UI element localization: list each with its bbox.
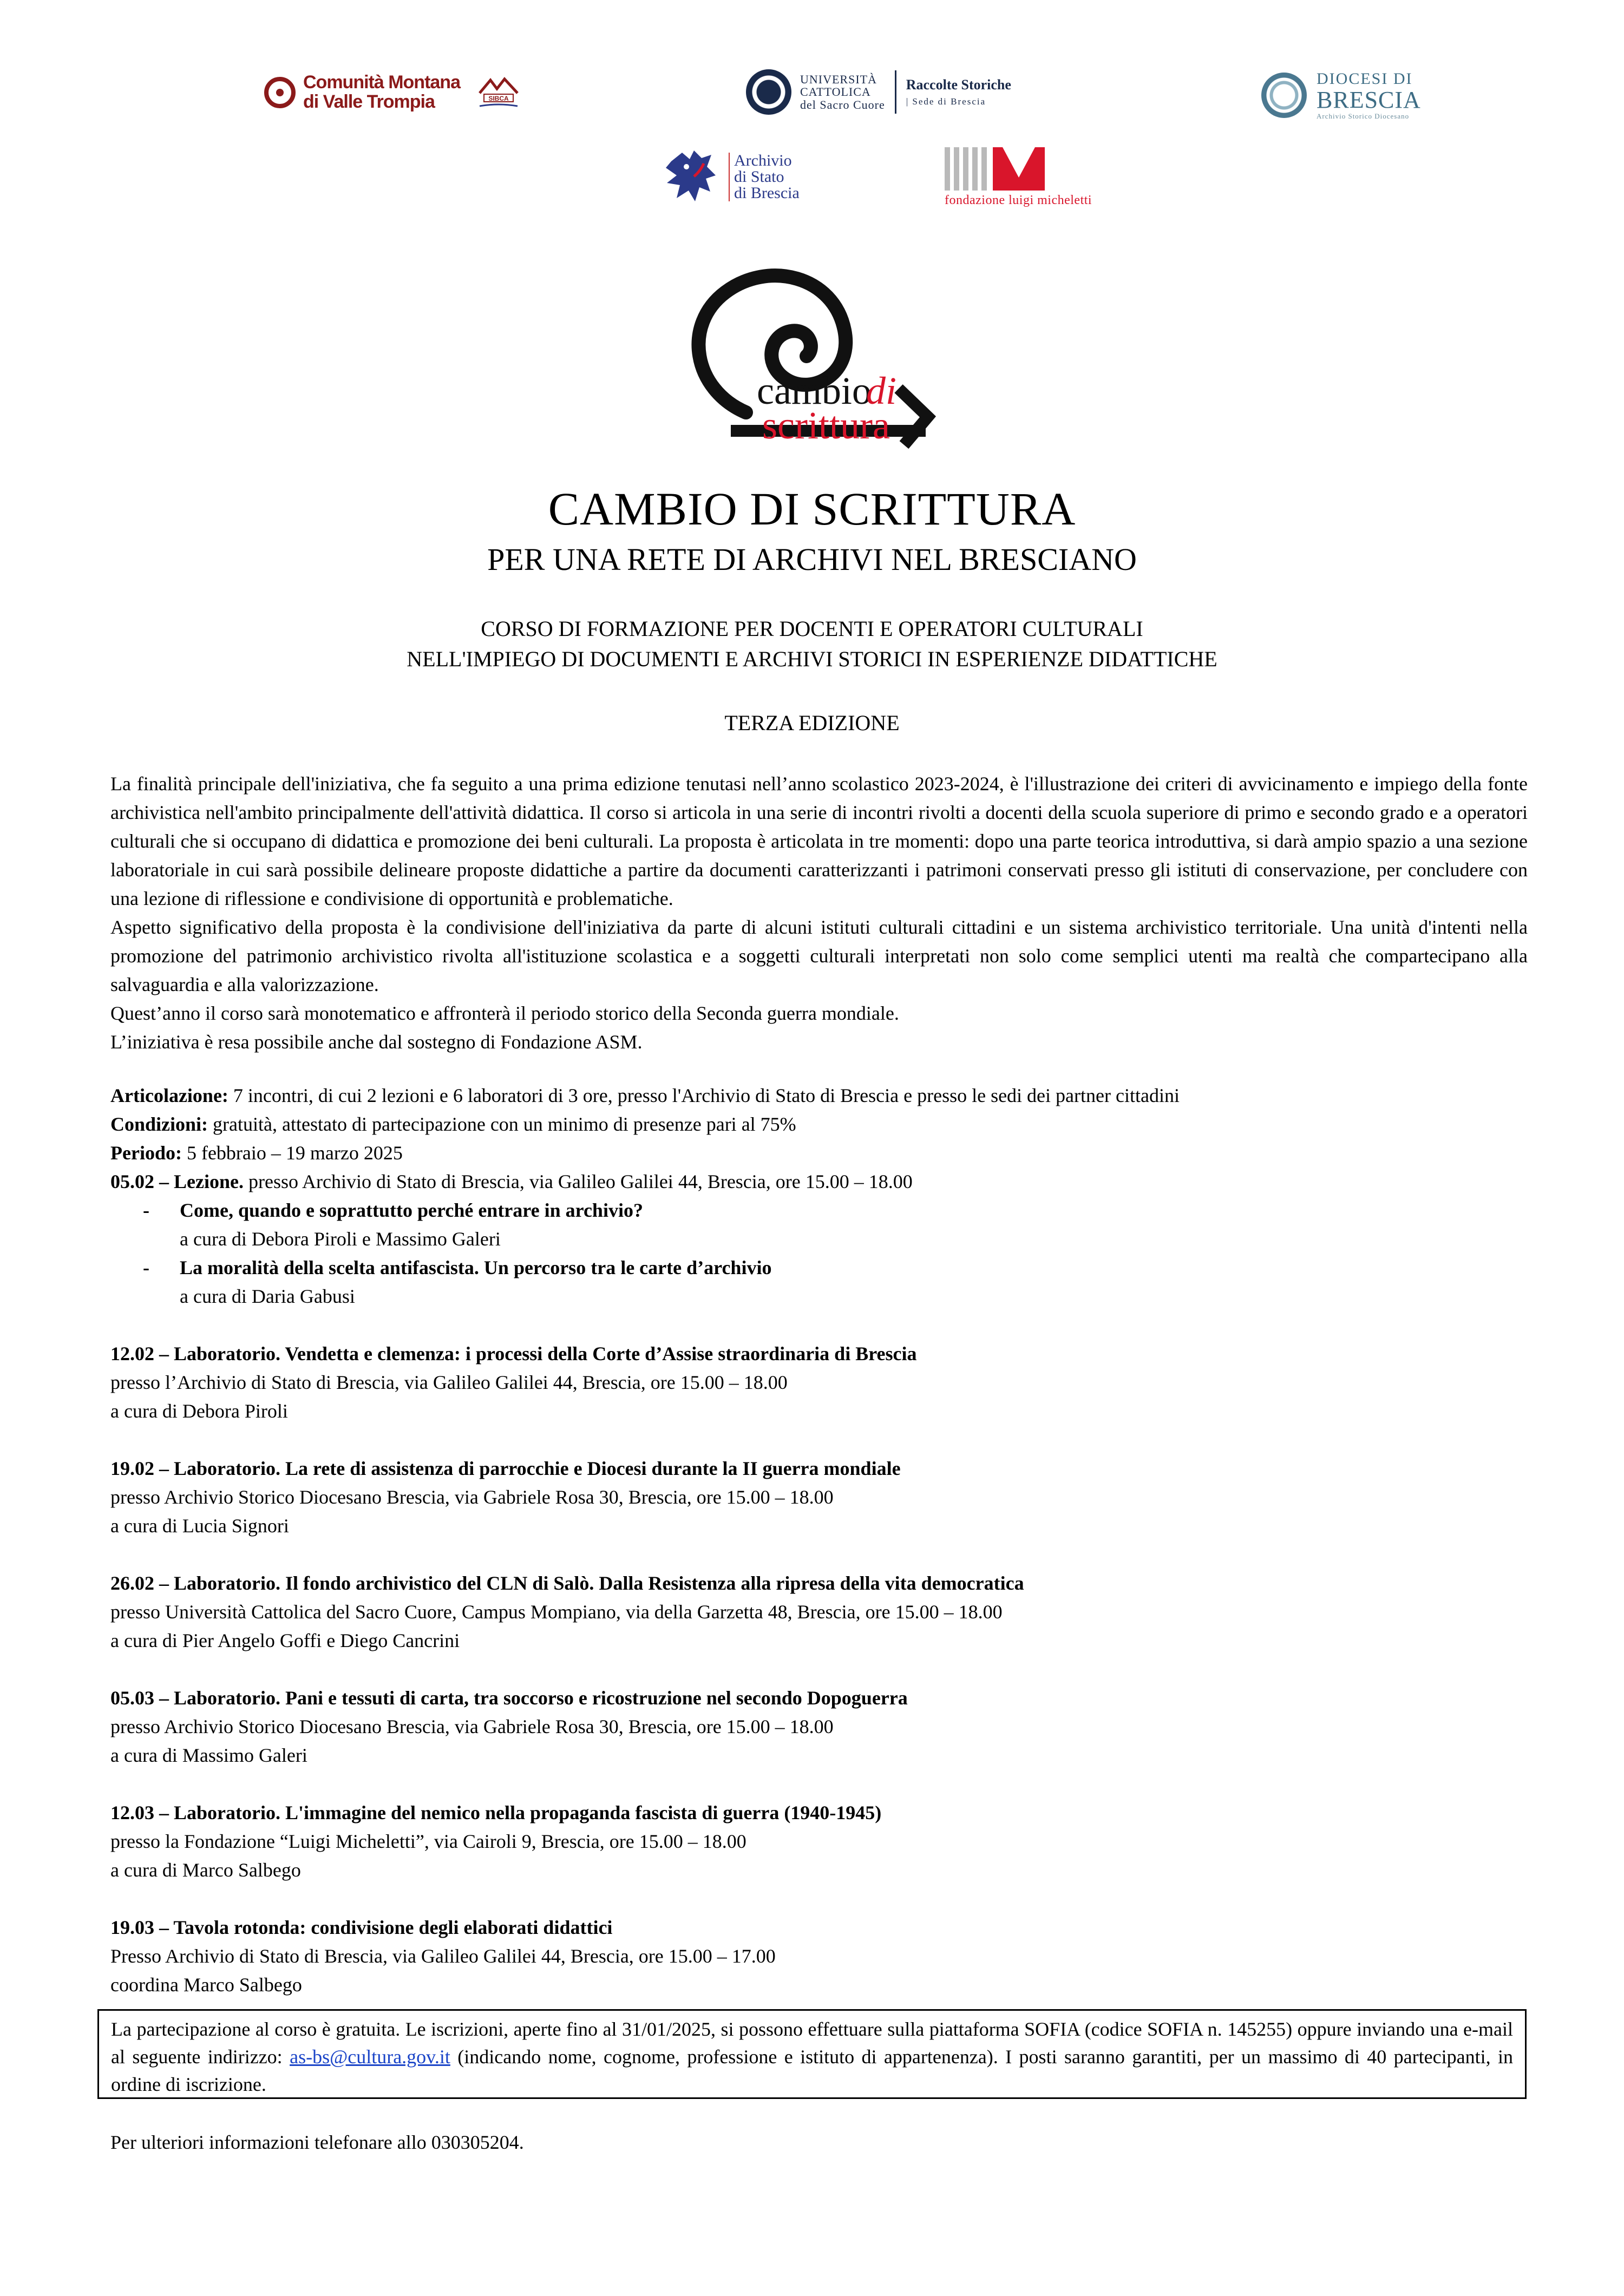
session-block xyxy=(110,1799,1528,1885)
session-title: 19.02 – Laboratorio. La rete di assistenza di parrocchie e Diocesi durante la II guerra mondiale xyxy=(110,1458,901,1479)
session-title: 12.03 – Laboratorio. L'immagine del nemico nella propaganda fascista di guerra (1940-1945) xyxy=(110,1802,882,1823)
sibca-text: SIBCA xyxy=(488,94,509,102)
intro-paragraph-2: Aspetto significativo della proposta è la condivisione dell'iniziativa da parte di alcuni istituti culturali cittadini e un sistema archivistico territoriale. Una unità d'intenti nella promozione del patrimonio archivistico rivolta all'istituzione scolastica e a soggetti culturali interpretati non solo come semplici utenti ma realtà che compartecipano alla salvaguardia e alla valorizzazione. xyxy=(110,916,1528,995)
edition-label: TERZA EDIZIONE xyxy=(724,711,900,735)
session-by: a cura di Debora Piroli xyxy=(110,1400,288,1422)
cambio-di-scrittura-logo xyxy=(671,254,953,455)
session-title: 26.02 – Laboratorio. Il fondo archivistico del CLN di Salò. Dalla Resistenza alla ripresa della vita democratica xyxy=(110,1572,1024,1594)
notice-text-before: La partecipazione al corso è gratuita. Le iscrizioni, aperte fino al 31/01/2025, si possono effettuare sulla piattaforma SOFIA (codice SOFIA n. 145255) oppure inviando una e-mail al seguente indirizzo: xyxy=(111,2018,1513,2068)
page-title: CAMBIO DI SCRITTURA xyxy=(548,483,1076,535)
session-by: a cura di Lucia Signori xyxy=(110,1515,289,1537)
session-block xyxy=(110,1454,1528,1540)
intro-paragraph-3: Quest’anno il corso sarà monotematico e affronterà il periodo storico della Seconda guerra mondiale. xyxy=(110,1002,899,1024)
archivio-line1: Archivio xyxy=(734,152,792,169)
session-by: a cura di Massimo Galeri xyxy=(110,1744,307,1766)
micheletti-bars-icon xyxy=(945,147,1049,191)
session-block xyxy=(110,1340,1528,1426)
session-place: presso Archivio Storico Diocesano Brescia, via Gabriele Rosa 30, Brescia, ore 15.00 – 18.00 xyxy=(110,1716,834,1737)
session-by: a cura di Marco Salbego xyxy=(110,1859,301,1881)
logo-divider xyxy=(895,70,896,114)
lezione-row: 05.02 – Lezione. presso Archivio di Stato di Brescia, via Galileo Galilei 44, Brescia, ore 15.00 – 18.00 xyxy=(110,1171,913,1192)
lezione-topic-2-by: a cura di Daria Gabusi xyxy=(180,1285,355,1307)
course-heading-line1: CORSO DI FORMAZIONE PER DOCENTI E OPERATORI CULTURALI xyxy=(481,616,1143,641)
logo-cambio-text: cambio xyxy=(757,369,872,412)
lezione-topic-2: - La moralità della scelta antifascista. Un percorso tra le carte d’archivio xyxy=(143,1257,772,1278)
course-heading-line2: NELL'IMPIEGO DI DOCUMENTI E ARCHIVI STORICI IN ESPERIENZE DIDATTICHE xyxy=(407,647,1217,671)
micheletti-name: fondazione luigi micheletti xyxy=(945,193,1092,207)
comunita-montana-emblem-icon xyxy=(264,77,296,108)
raccolte-sede: | Sede di Brescia xyxy=(906,96,986,107)
raccolte-storiche: Raccolte Storiche xyxy=(906,77,1011,93)
logo-di-text: di xyxy=(866,369,897,412)
footer-info: Per ulteriori informazioni telefonare allo 030305204. xyxy=(110,2131,524,2153)
lion-icon xyxy=(662,145,721,209)
logo-scrittura-text: scrittura xyxy=(762,404,890,447)
universita-seal-icon xyxy=(746,69,791,115)
condizioni-row: Condizioni: gratuità, attestato di partecipazione con un minimo di presenze pari al 75% xyxy=(110,1113,796,1135)
session-by: coordina Marco Salbego xyxy=(110,1974,302,1996)
archivio-line3: di Brescia xyxy=(734,184,800,202)
session-title: 19.03 – Tavola rotonda: condivisione degli elaborati didattici xyxy=(110,1917,613,1938)
periodo-row: Periodo: 5 febbraio – 19 marzo 2025 xyxy=(110,1142,403,1164)
session-by: a cura di Pier Angelo Goffi e Diego Cancrini xyxy=(110,1630,460,1651)
session-title: 12.02 – Laboratorio. Vendetta e clemenza: i processi della Corte d’Assise straordinaria di Brescia xyxy=(110,1343,917,1365)
fondazione-micheletti-logo xyxy=(945,147,1092,207)
session-block xyxy=(110,1569,1528,1655)
partner-logos xyxy=(0,0,1624,227)
session-place: Presso Archivio di Stato di Brescia, via Galileo Galilei 44, Brescia, ore 15.00 – 17.00 xyxy=(110,1945,776,1967)
articolazione-row: Articolazione: 7 incontri, di cui 2 lezioni e 6 laboratori di 3 ore, presso l'Archivio di Stato di Brescia e presso le sedi dei partner cittadini xyxy=(110,1085,1180,1106)
email-link[interactable]: as-bs@cultura.gov.it xyxy=(290,2046,450,2068)
course-details xyxy=(110,1081,1528,1999)
diocesi-line3: Archivio Storico Diocesano xyxy=(1317,111,1410,120)
session-place: presso la Fondazione “Luigi Micheletti”, via Cairoli 9, Brescia, ore 15.00 – 18.00 xyxy=(110,1831,746,1852)
intro-paragraph-4: L’iniziativa è resa possibile anche dal sostegno di Fondazione ASM. xyxy=(110,1031,643,1053)
intro-text xyxy=(110,770,1528,1057)
session-title: 05.03 – Laboratorio. Pani e tessuti di carta, tra soccorso e ricostruzione nel secondo Dopoguerra xyxy=(110,1687,908,1709)
sibca-logo xyxy=(474,74,523,111)
notice-text-after: (indicando nome, cognome, professione e istituto di appartenenza). I posti saranno garantiti, per un massimo di 40 partecipanti, in ordine di iscrizione. xyxy=(111,2046,1513,2095)
page-subtitle: PER UNA RETE DI ARCHIVI NEL BRESCIANO xyxy=(487,542,1137,577)
lezione-topic-1: - Come, quando e soprattutto perché entrare in archivio? xyxy=(143,1199,643,1221)
diocesi-line1: DIOCESI DI xyxy=(1317,70,1413,88)
comunita-montana-name: Comunità Montana xyxy=(303,72,460,93)
unicatt-line1: UNIVERSITÀ xyxy=(800,73,877,87)
unicatt-line2: CATTOLICA xyxy=(800,85,871,99)
session-block xyxy=(110,1913,1528,1999)
universita-cattolica-logo xyxy=(746,69,1011,115)
diocesi-line2: BRESCIA xyxy=(1317,86,1421,113)
registration-notice xyxy=(97,2009,1527,2099)
session-place: presso l’Archivio di Stato di Brescia, via Galileo Galilei 44, Brescia, ore 15.00 – 18.00 xyxy=(110,1372,788,1393)
diocesi-brescia-logo xyxy=(1261,70,1421,120)
comunita-montana-logo xyxy=(264,73,523,111)
unicatt-line3: del Sacro Cuore xyxy=(800,97,885,111)
comunita-montana-name-2: di Valle Trompia xyxy=(303,91,435,112)
lezione-topic-1-by: a cura di Debora Piroli e Massimo Galeri xyxy=(180,1228,501,1250)
session-place: presso Archivio Storico Diocesano Brescia, via Gabriele Rosa 30, Brescia, ore 15.00 – 18.00 xyxy=(110,1486,834,1508)
session-place: presso Università Cattolica del Sacro Cuore, Campus Mompiano, via della Garzetta 48, Brescia, ore 15.00 – 18.00 xyxy=(110,1601,1003,1623)
archivio-line2: di Stato xyxy=(734,168,784,186)
intro-paragraph-1: La finalità principale dell'iniziativa, che fa seguito a una prima edizione tenutasi nell’anno scolastico 2023-2024, è l'illustrazione dei criteri di avvicinamento e impiego della fonte archivistica nell'ambito principalmente dell'attività didattica. Il corso si articola in una serie di incontri rivolti a docenti della scuola superiore di primo e secondo grado e a operatori culturali che si occupano di didattica e promozione dei beni culturali. La proposta è articolata in tre momenti: dopo una parte teorica introduttiva, si darà ampio spazio a una sezione laboratoriale in cui sarà possibile delineare proposte didattiche a partire da documenti caratterizzanti i patrimoni conservati presso gli istituti di conservazione, per concludere con una lezione di riflessione e condivisione di opportunità e problematiche. xyxy=(110,773,1528,909)
archivio-stato-logo xyxy=(662,145,800,209)
session-block xyxy=(110,1684,1528,1770)
diocesi-seal-icon xyxy=(1261,73,1307,118)
